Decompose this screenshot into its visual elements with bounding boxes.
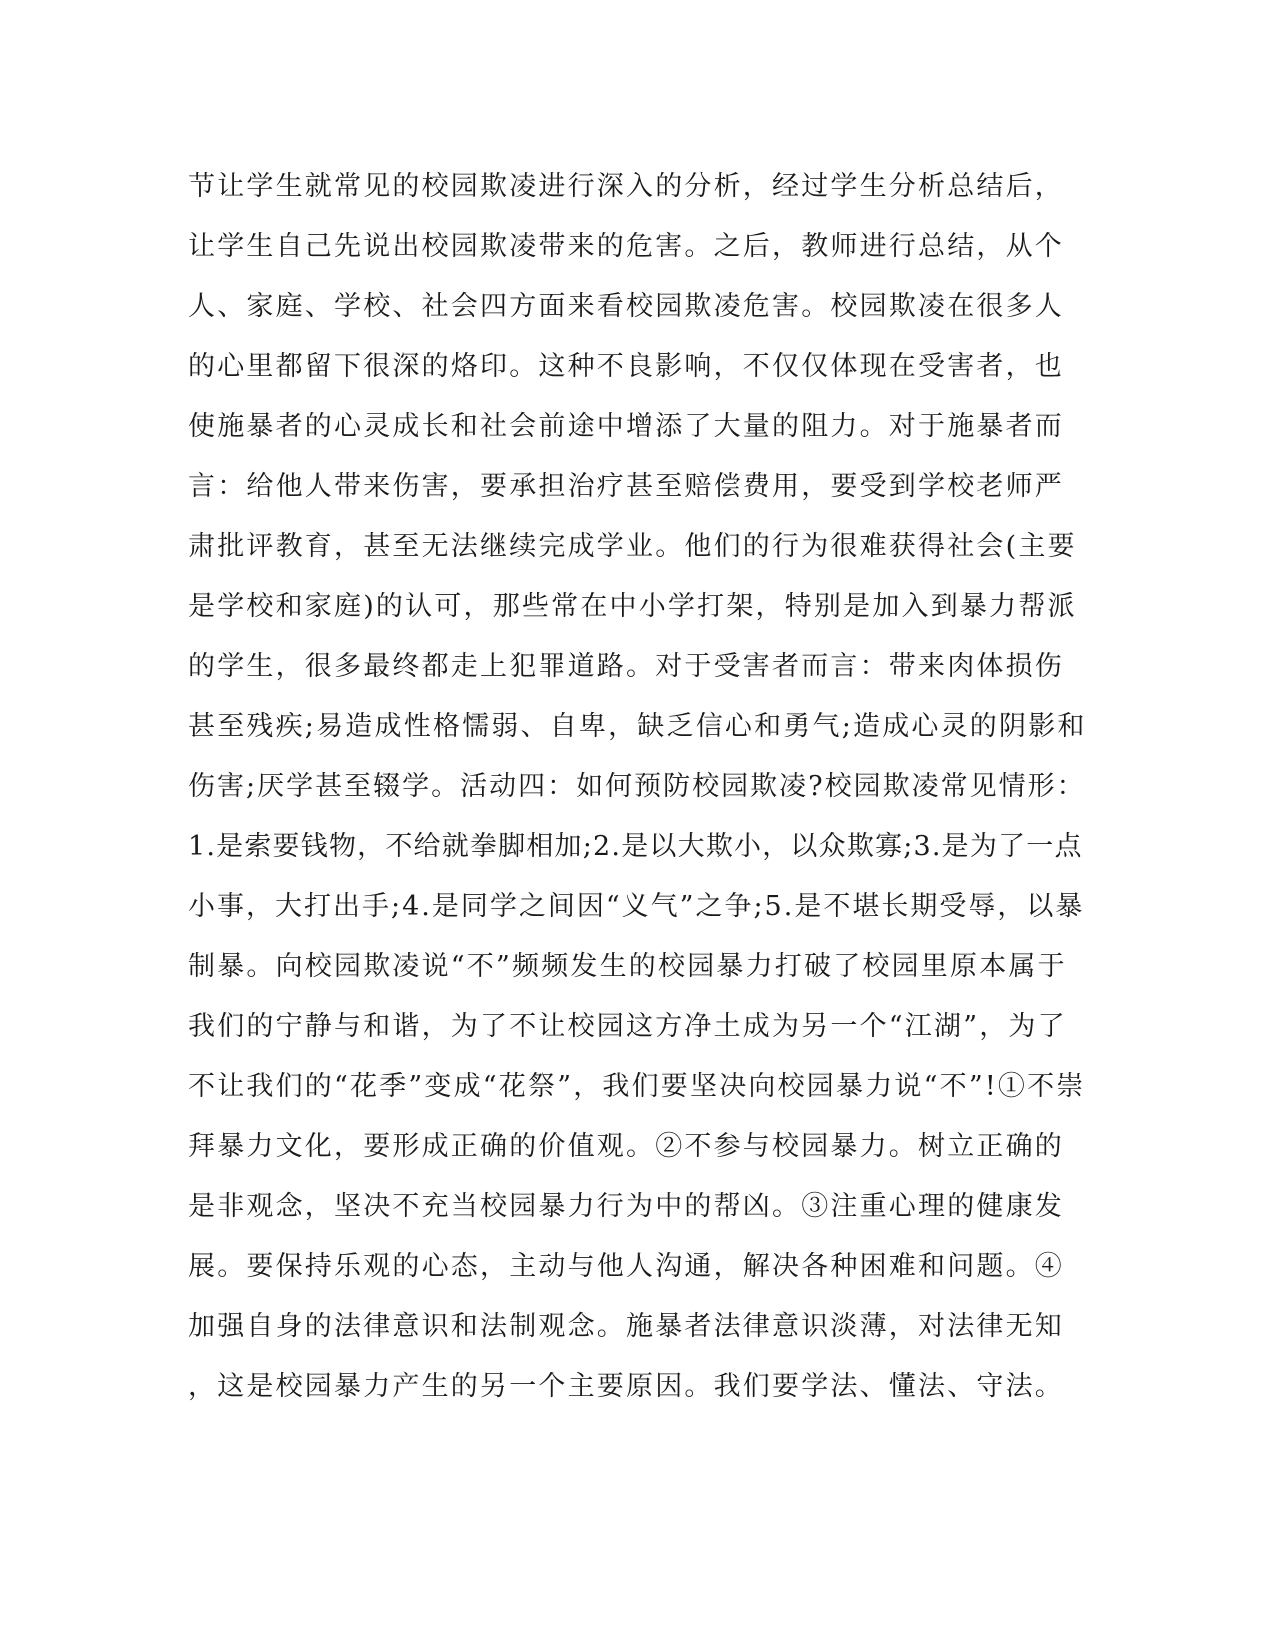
text-line: 拜暴力文化，要形成正确的价值观。②不参与校园暴力。树立正确的 (188, 1131, 1064, 1162)
text-line: 是非观念，坚决不充当校园暴力行为中的帮凶。③注重心理的健康发 (188, 1191, 1064, 1222)
text-line: 的心里都留下很深的烙印。这种不良影响，不仅仅体现在受害者，也 (188, 351, 1064, 382)
text-line: 节让学生就常见的校园欺凌进行深入的分析，经过学生分析总结后， (188, 171, 1064, 202)
text-line: 让学生自己先说出校园欺凌带来的危害。之后，教师进行总结，从个 (188, 231, 1064, 262)
text-line: 制暴。向校园欺凌说“不”频频发生的校园暴力打破了校园里原本属于 (188, 951, 1067, 982)
text-line: 使施暴者的心灵成长和社会前途中增添了大量的阻力。对于施暴者而 (188, 411, 1064, 442)
text-line: 不让我们的“花季”变成“花祭”，我们要坚决向校园暴力说“不”!①不崇 (188, 1071, 1086, 1102)
text-line: 小事，大打出手;4.是同学之间因“义气”之争;5.是不堪长期受辱，以暴 (188, 891, 1085, 922)
text-line: 人、家庭、学校、社会四方面来看校园欺凌危害。校园欺凌在很多人 (188, 291, 1064, 322)
text-line: 是学校和家庭)的认可，那些常在中小学打架，特别是加入到暴力帮派 (188, 591, 1077, 622)
text-line: 展。要保持乐观的心态，主动与他人沟通，解决各种困难和问题。④ (188, 1251, 1064, 1282)
text-line: 加强自身的法律意识和法制观念。施暴者法律意识淡薄，对法律无知 (188, 1311, 1064, 1342)
body-text (188, 167, 1088, 1427)
text-line: 甚至残疾;易造成性格懦弱、自卑，缺乏信心和勇气;造成心灵的阴影和 (188, 711, 1087, 742)
text-line: 1.是索要钱物，不给就拳脚相加;2.是以大欺小，以众欺寡;3.是为了一点 (188, 831, 1083, 862)
text-line: 的学生，很多最终都走上犯罪道路。对于受害者而言：带来肉体损伤 (188, 651, 1064, 682)
text-line: ，这是校园暴力产生的另一个主要原因。我们要学法、懂法、守法。 (188, 1371, 1064, 1402)
text-line: 伤害;厌学甚至辍学。活动四：如何预防校园欺凌?校园欺凌常见情形： (188, 771, 1086, 802)
text-line: 我们的宁静与和谐，为了不让校园这方净土成为另一个“江湖”，为了 (188, 1011, 1067, 1042)
text-line: 肃批评教育，甚至无法继续完成学业。他们的行为很难获得社会(主要 (188, 531, 1077, 562)
text-line: 言：给他人带来伤害，要承担治疗甚至赔偿费用，要受到学校老师严 (188, 471, 1064, 502)
